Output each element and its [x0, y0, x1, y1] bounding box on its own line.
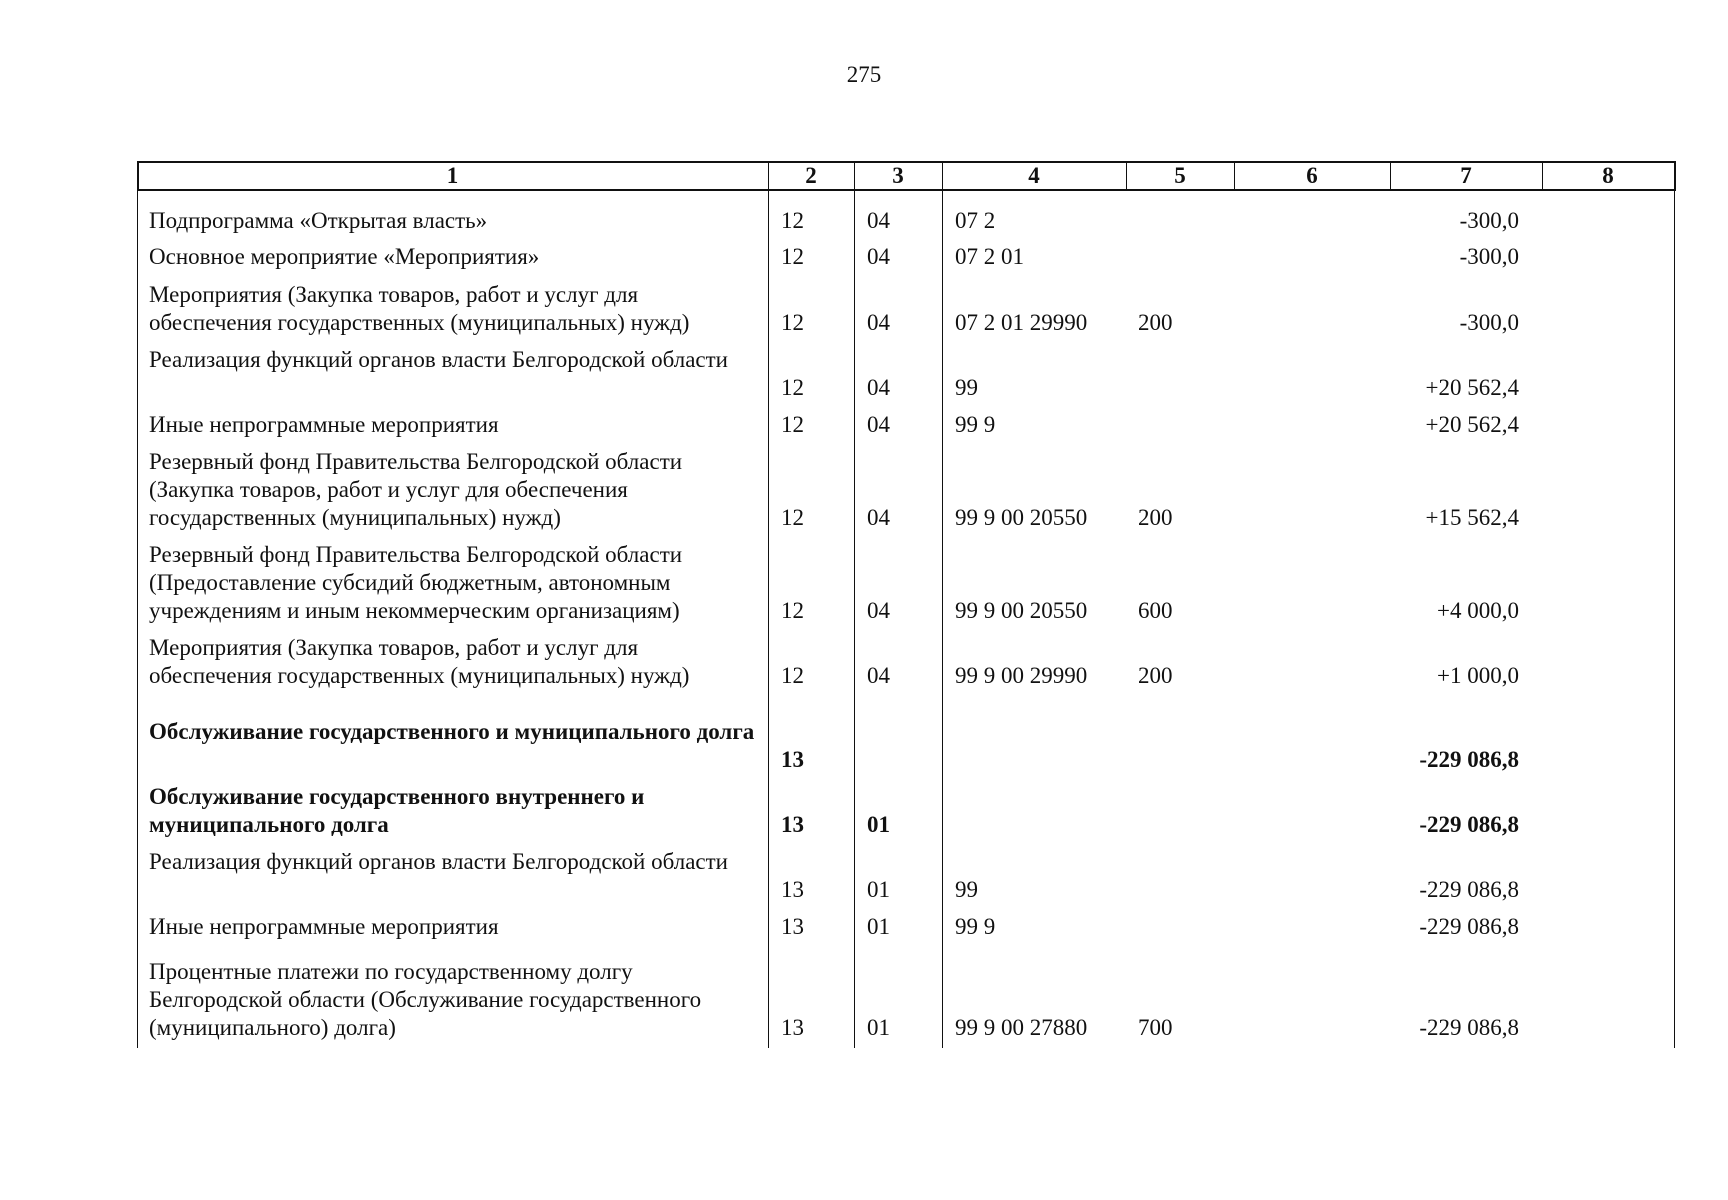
row-col-6: +4 000,0 — [1437, 598, 1519, 623]
row-col-4: 07 2 01 29990 — [955, 310, 1088, 335]
row-name: Обслуживание государственного и муниципального долга — [149, 719, 755, 744]
row-col-6: -300,0 — [1459, 244, 1519, 269]
table-row — [137, 281, 1676, 337]
row-col-4: 99 9 — [955, 914, 996, 939]
row-col-2: 12 — [781, 244, 804, 269]
row-name: Иные непрограммные мероприятия — [149, 412, 499, 437]
table-row-section — [137, 718, 1676, 774]
row-col-4: 07 2 — [955, 208, 996, 233]
row-name: Реализация функций органов власти Белгородской области — [149, 347, 728, 372]
table-row — [137, 634, 1676, 690]
row-col-6: +15 562,4 — [1425, 505, 1519, 530]
table-row — [137, 243, 1676, 271]
row-col-5: 200 — [1138, 663, 1173, 688]
row-col-3: 01 — [867, 1015, 890, 1040]
row-col-3: 04 — [867, 310, 890, 335]
table-row — [137, 346, 1676, 402]
row-col-4: 99 — [955, 877, 978, 902]
table-row — [137, 207, 1676, 235]
row-col-3: 04 — [867, 375, 890, 400]
row-col-2: 13 — [781, 812, 804, 837]
row-col-2: 12 — [781, 598, 804, 623]
row-col-3: 04 — [867, 663, 890, 688]
header-col-5: 5 — [1174, 163, 1186, 188]
row-col-6: +1 000,0 — [1437, 663, 1519, 688]
row-col-3: 04 — [867, 598, 890, 623]
header-col-3: 3 — [892, 163, 904, 188]
page-number — [0, 62, 1728, 88]
row-col-2: 13 — [781, 877, 804, 902]
row-col-4: 99 9 00 20550 — [955, 505, 1088, 530]
row-col-5: 200 — [1138, 310, 1173, 335]
row-col-2: 12 — [781, 208, 804, 233]
row-col-2: 13 — [781, 1015, 804, 1040]
row-col-3: 04 — [867, 412, 890, 437]
row-name: Реализация функций органов власти Белгородской области — [149, 849, 728, 874]
row-col-5: 200 — [1138, 505, 1173, 530]
table-row — [137, 958, 1676, 1042]
row-col-5: 600 — [1138, 598, 1173, 623]
row-col-6: -229 086,8 — [1419, 1015, 1519, 1040]
row-name: Резервный фонд Правительства Белгородской области (Закупка товаров, работ и услуг для обеспечения государственных (муниципальных) нужд) — [149, 449, 683, 530]
header-col-7: 7 — [1460, 163, 1472, 188]
row-col-6: -229 086,8 — [1419, 747, 1519, 772]
table-row — [137, 541, 1676, 625]
row-col-6: +20 562,4 — [1425, 412, 1519, 437]
row-col-2: 13 — [781, 747, 804, 772]
row-col-4: 99 9 00 20550 — [955, 598, 1088, 623]
row-col-3: 01 — [867, 914, 890, 939]
row-col-2: 12 — [781, 663, 804, 688]
row-name: Резервный фонд Правительства Белгородской области (Предоставление субсидий бюджетным, автономным учреждениям и иным некоммерческим организациям) — [149, 542, 683, 623]
row-name: Обслуживание государственного внутреннего и муниципального долга — [149, 784, 645, 837]
row-col-6: -229 086,8 — [1419, 877, 1519, 902]
row-name: Мероприятия (Закупка товаров, работ и услуг для обеспечения государственных (муниципальных) нужд) — [149, 635, 690, 688]
row-col-4: 99 9 00 29990 — [955, 663, 1088, 688]
header-col-4: 4 — [1028, 163, 1040, 188]
header-col-8: 8 — [1602, 163, 1614, 188]
table-row — [137, 848, 1676, 904]
row-col-4: 07 2 01 — [955, 244, 1024, 269]
row-col-6: -300,0 — [1459, 208, 1519, 233]
row-col-5: 700 — [1138, 1015, 1173, 1040]
budget-table — [137, 161, 1676, 1048]
row-name: Мероприятия (Закупка товаров, работ и услуг для обеспечения государственных (муниципальных) нужд) — [149, 282, 690, 335]
row-col-4: 99 9 00 27880 — [955, 1015, 1088, 1040]
row-name: Основное мероприятие «Мероприятия» — [149, 244, 540, 269]
row-name: Иные непрограммные мероприятия — [149, 914, 499, 939]
row-col-3: 01 — [867, 877, 890, 902]
row-col-6: -229 086,8 — [1419, 812, 1519, 837]
header-col-2: 2 — [805, 163, 817, 188]
header-col-6: 6 — [1306, 163, 1318, 188]
table-row — [137, 913, 1676, 941]
table-row — [137, 411, 1676, 439]
row-col-6: +20 562,4 — [1425, 375, 1519, 400]
table-row — [137, 448, 1676, 532]
row-col-6: -300,0 — [1459, 310, 1519, 335]
row-col-3: 01 — [867, 812, 890, 837]
row-col-2: 12 — [781, 412, 804, 437]
row-col-4: 99 — [955, 375, 978, 400]
row-col-3: 04 — [867, 505, 890, 530]
row-col-2: 12 — [781, 505, 804, 530]
row-name: Процентные платежи по государственному долгу Белгородской области (Обслуживание государственного (муниципального) долга) — [149, 959, 702, 1040]
table-row-section — [137, 783, 1676, 839]
row-col-2: 13 — [781, 914, 804, 939]
row-col-3: 04 — [867, 208, 890, 233]
row-col-2: 12 — [781, 375, 804, 400]
row-col-4: 99 9 — [955, 412, 996, 437]
page-number-text: 275 — [846, 62, 882, 87]
row-col-2: 12 — [781, 310, 804, 335]
row-col-3: 04 — [867, 244, 890, 269]
row-col-6: -229 086,8 — [1419, 914, 1519, 939]
header-col-1: 1 — [446, 163, 459, 188]
row-name: Подпрограмма «Открытая власть» — [149, 208, 488, 233]
